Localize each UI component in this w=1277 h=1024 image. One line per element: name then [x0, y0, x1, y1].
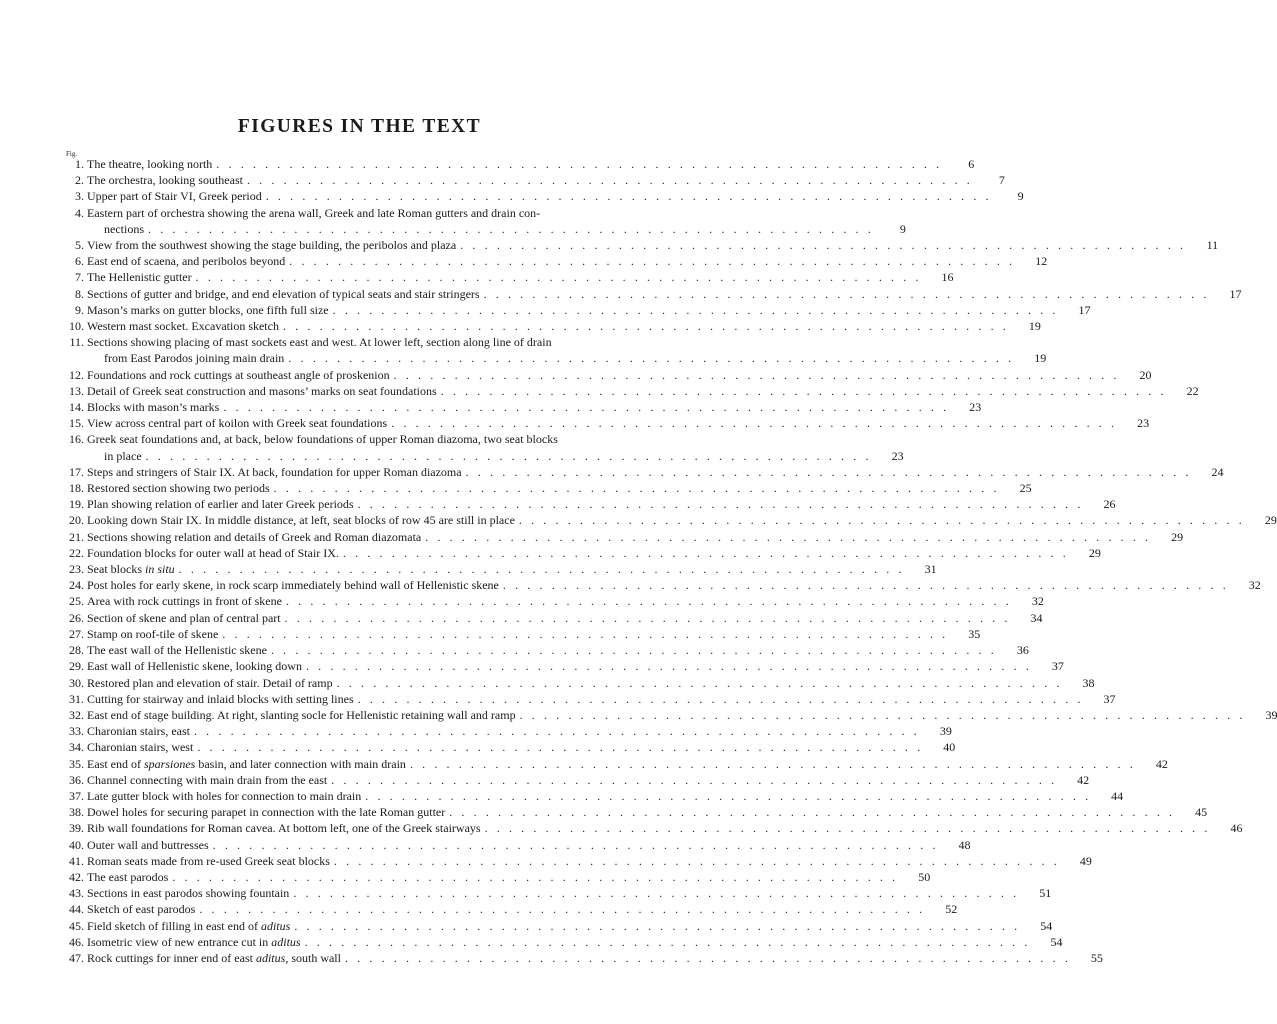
- leader-dots: . . . . . . . . . . . . . . . . . . . . . . . . . . . . . . . . . . . . . . . . . . . . . . . . . . . . . . . . . . . .: [148, 221, 874, 236]
- figure-entry: [60, 869, 931, 885]
- leader-dots: . . . . . . . . . . . . . . . . . . . . . . . . . . . . . . . . . . . . . . . . . . . . . . . . . . . . . . . . . . . .: [305, 659, 1032, 674]
- figure-number: 12.: [69, 367, 84, 382]
- figure-caption: Rib wall foundations for Roman cavea. At bottom left, one of the Greek stairways: [87, 821, 481, 836]
- leader-dots: . . . . . . . . . . . . . . . . . . . . . . . . . . . . . . . . . . . . . . . . . . . . . . . . . . . . . . . . . . . .: [393, 367, 1120, 382]
- page-number: 17: [1229, 286, 1242, 301]
- page-number: 50: [918, 869, 931, 884]
- figure-entry: [60, 464, 1224, 480]
- figure-number: 24.: [69, 578, 84, 593]
- page-number: 6: [968, 157, 975, 171]
- figure-number: 37.: [69, 788, 84, 803]
- figure-entry: [60, 820, 1243, 836]
- figure-number: 23.: [69, 562, 84, 577]
- figure-entry: [60, 901, 958, 917]
- page-number: 42: [1077, 772, 1090, 787]
- fig-column-label: Fig.: [66, 150, 78, 158]
- figure-number: 36.: [69, 772, 84, 787]
- leader-dots: . . . . . . . . . . . . . . . . . . . . . . . . . . . . . . . . . . . . . . . . . . . . . . . . . . . . . . . . . . . .: [246, 173, 973, 188]
- figure-caption: Western mast socket. Excavation sketch: [87, 319, 279, 334]
- figure-number: 34.: [69, 740, 84, 755]
- figure-entry: [60, 723, 952, 739]
- figure-entry: [60, 302, 1091, 318]
- figure-caption: Steps and stringers of Stair IX. At back, foundation for upper Roman diazoma: [87, 464, 462, 479]
- figure-caption: Late gutter block with holes for connection to main drain: [87, 788, 362, 803]
- leader-dots: . . . . . . . . . . . . . . . . . . . . . . . . . . . . . . . . . . . . . . . . . . . . . . . . . . . . . . . . . . . .: [518, 513, 1245, 528]
- leader-dots: . . . . . . . . . . . . . . . . . . . . . . . . . . . . . . . . . . . . . . . . . . . . . . . . . . . . . . . . . . . .: [304, 934, 1031, 949]
- figure-number: 47.: [69, 950, 84, 965]
- page-number: 29: [1264, 513, 1277, 528]
- figure-number: 9.: [75, 302, 84, 317]
- page-number: 7: [998, 173, 1005, 188]
- page-number: 37: [1051, 659, 1064, 674]
- figure-entry: [60, 853, 1092, 869]
- figure-caption: Eastern part of orchestra showing the arena wall, Greek and late Roman gutters and drain con-: [87, 205, 541, 220]
- figure-entry: [60, 415, 1150, 431]
- page-number: 49: [1079, 853, 1092, 868]
- figure-caption: Charonian stairs, east: [87, 724, 190, 739]
- figure-number: 39.: [69, 821, 84, 836]
- leader-dots: . . . . . . . . . . . . . . . . . . . . . . . . . . . . . . . . . . . . . . . . . . . . . . . . . . . . . . . . . . . .: [288, 351, 1015, 366]
- figure-caption: Looking down Stair IX. In middle distance, at left, seat blocks of row 45 are still in place: [87, 513, 515, 528]
- leader-dots: . . . . . . . . . . . . . . . . . . . . . . . . . . . . . . . . . . . . . . . . . . . . . . . . . . . . . . . . . . . .: [483, 286, 1210, 301]
- figure-caption: nections: [104, 221, 144, 236]
- figure-entry: [60, 772, 1090, 788]
- leader-dots: . . . . . . . . . . . . . . . . . . . . . . . . . . . . . . . . . . . . . . . . . . . . . . . . . . . . . . . . . . . .: [440, 383, 1167, 398]
- leader-dots: . . . . . . . . . . . . . . . . . . . . . . . . . . . . . . . . . . . . . . . . . . . . . . . . . . . . . . . . . . . .: [294, 918, 1021, 933]
- leader-dots: . . . . . . . . . . . . . . . . . . . . . . . . . . . . . . . . . . . . . . . . . . . . . . . . . . . . . . . . . . . .: [519, 707, 1246, 722]
- leader-dots: . . . . . . . . . . . . . . . . . . . . . . . . . . . . . . . . . . . . . . . . . . . . . . . . . . . . . . . . . . . .: [357, 691, 1084, 706]
- figure-caption: Roman seats made from re-used Greek seat blocks: [87, 853, 330, 868]
- leader-dots: . . . . . . . . . . . . . . . . . . . . . . . . . . . . . . . . . . . . . . . . . . . . . . . . . . . . . . . . . . . .: [145, 448, 872, 463]
- figure-entry: [60, 756, 1168, 772]
- figure-number: 29.: [69, 659, 84, 674]
- figure-number: 28.: [69, 643, 84, 658]
- figure-entry: [60, 918, 1053, 934]
- figure-number: 42.: [69, 869, 84, 884]
- leader-dots: . . . . . . . . . . . . . . . . . . . . . . . . . . . . . . . . . . . . . . . . . . . . . . . . . . . . . . . . . . . .: [178, 562, 905, 577]
- leader-dots: . . . . . . . . . . . . . . . . . . . . . . . . . . . . . . . . . . . . . . . . . . . . . . . . . . . . . . . . . . . .: [216, 157, 943, 171]
- figure-caption: Restored plan and elevation of stair. Detail of ramp: [87, 675, 333, 690]
- page-number: 17: [1078, 302, 1091, 317]
- figure-number: 7.: [75, 270, 84, 285]
- leader-dots: . . . . . . . . . . . . . . . . . . . . . . . . . . . . . . . . . . . . . . . . . . . . . . . . . . . . . . . . . . . .: [332, 302, 1059, 317]
- figure-caption: Dowel holes for securing parapet in connection with the late Roman gutter: [87, 805, 446, 820]
- page-number: 54: [1040, 918, 1053, 933]
- leader-dots: . . . . . . . . . . . . . . . . . . . . . . . . . . . . . . . . . . . . . . . . . . . . . . . . . . . . . . . . . . . .: [342, 545, 1069, 560]
- figure-entry: [60, 286, 1242, 302]
- figure-caption: Mason’s marks on gutter blocks, one fifth full size: [87, 302, 329, 317]
- figure-entry: [60, 529, 1184, 545]
- figure-caption: Area with rock cuttings in front of skene: [87, 594, 282, 609]
- page-number: 20: [1139, 367, 1152, 382]
- page-number: 37: [1103, 691, 1116, 706]
- figure-number: 16.: [69, 432, 84, 447]
- figure-number: 6.: [75, 254, 84, 269]
- figure-caption: Seat blocks in situ: [87, 562, 175, 577]
- figure-entry: [60, 496, 1116, 512]
- figure-entry: [60, 934, 1063, 950]
- page-number: 52: [945, 902, 958, 917]
- leader-dots: . . . . . . . . . . . . . . . . . . . . . . . . . . . . . . . . . . . . . . . . . . . . . . . . . . . . . . . . . . . .: [222, 626, 949, 641]
- figure-caption: Isometric view of new entrance cut in aditus: [87, 934, 301, 949]
- figure-number: 46.: [69, 934, 84, 949]
- figure-number: 2.: [75, 173, 84, 188]
- figure-entry: [60, 577, 1261, 593]
- figure-entry: [60, 205, 906, 237]
- leader-dots: . . . . . . . . . . . . . . . . . . . . . . . . . . . . . . . . . . . . . . . . . . . . . . . . . . . . . . . . . . . .: [331, 772, 1058, 787]
- page-number: 31: [924, 562, 937, 577]
- page-number: 39: [1265, 707, 1277, 722]
- figure-entry: [60, 172, 1005, 188]
- page-number: 35: [968, 626, 981, 641]
- figure-number: 33.: [69, 724, 84, 739]
- page-number: 45: [1195, 805, 1208, 820]
- figure-number: 11.: [69, 335, 84, 350]
- figure-caption: View across central part of koilon with Greek seat foundations: [87, 416, 388, 431]
- figure-entry: [60, 593, 1044, 609]
- page-number: 44: [1111, 788, 1124, 803]
- figure-caption: Section of skene and plan of central part: [87, 610, 281, 625]
- figure-number: 27.: [69, 626, 84, 641]
- figure-number: 25.: [69, 594, 84, 609]
- figure-caption: Foundations and rock cuttings at southeast angle of proskenion: [87, 367, 390, 382]
- page-number: 22: [1186, 383, 1199, 398]
- figure-entry: [60, 885, 1052, 901]
- figure-caption: Channel connecting with main drain from the east: [87, 772, 328, 787]
- leader-dots: . . . . . . . . . . . . . . . . . . . . . . . . . . . . . . . . . . . . . . . . . . . . . . . . . . . . . . . . . . . .: [391, 416, 1118, 431]
- figure-caption: The east parodos: [87, 869, 169, 884]
- figure-caption: Greek seat foundations and, at back, below foundations of upper Roman diazoma, two seat blocks: [87, 432, 558, 447]
- figure-entry: [60, 188, 1024, 204]
- leader-dots: . . . . . . . . . . . . . . . . . . . . . . . . . . . . . . . . . . . . . . . . . . . . . . . . . . . . . . . . . . . .: [293, 886, 1020, 901]
- figure-entry: [60, 626, 981, 642]
- figure-entry: [60, 804, 1208, 820]
- leader-dots: . . . . . . . . . . . . . . . . . . . . . . . . . . . . . . . . . . . . . . . . . . . . . . . . . . . . . . . . . . . .: [460, 238, 1187, 253]
- figure-number: 44.: [69, 902, 84, 917]
- page-number: 19: [1028, 319, 1041, 334]
- figure-number: 5.: [75, 238, 84, 253]
- figure-caption: from East Parodos joining main drain: [104, 351, 285, 366]
- figure-caption: Rock cuttings for inner end of east aditus, south wall: [87, 950, 341, 965]
- figure-entry: [60, 512, 1277, 528]
- figure-number: 40.: [69, 837, 84, 852]
- figure-caption: The Hellenistic gutter: [87, 270, 192, 285]
- page-number: 25: [1019, 481, 1032, 496]
- figure-entry: [60, 237, 1219, 253]
- page-number: 23: [1137, 416, 1150, 431]
- figure-entry: [60, 739, 956, 755]
- page-number: 48: [958, 837, 971, 852]
- figure-caption: Sections in east parodos showing fountain: [87, 886, 290, 901]
- figure-list: [60, 156, 1277, 966]
- figure-number: 10.: [69, 319, 84, 334]
- page-number: 42: [1155, 756, 1168, 771]
- page-number: 32: [1248, 578, 1261, 593]
- figure-caption: East wall of Hellenistic skene, looking down: [87, 659, 302, 674]
- figure-entry: [60, 480, 1032, 496]
- leader-dots: . . . . . . . . . . . . . . . . . . . . . . . . . . . . . . . . . . . . . . . . . . . . . . . . . . . . . . . . . . . .: [195, 270, 922, 285]
- figure-caption: in place: [104, 448, 142, 463]
- figure-caption: Sections of gutter and bridge, and end elevation of typical seats and stair stringers: [87, 286, 480, 301]
- figure-number: 15.: [69, 416, 84, 431]
- figure-number: 31.: [69, 691, 84, 706]
- figure-caption: Sections showing relation and details of Greek and Roman diazomata: [87, 529, 422, 544]
- page-number: 40: [943, 740, 956, 755]
- page-number: 32: [1031, 594, 1044, 609]
- figure-entry: [60, 642, 1029, 658]
- leader-dots: . . . . . . . . . . . . . . . . . . . . . . . . . . . . . . . . . . . . . . . . . . . . . . . . . . . . . . . . . . . .: [197, 740, 924, 755]
- leader-dots: . . . . . . . . . . . . . . . . . . . . . . . . . . . . . . . . . . . . . . . . . . . . . . . . . . . . . . . . . . . .: [357, 497, 1084, 512]
- leader-dots: . . . . . . . . . . . . . . . . . . . . . . . . . . . . . . . . . . . . . . . . . . . . . . . . . . . . . . . . . . . .: [193, 724, 920, 739]
- figure-entry: [60, 561, 937, 577]
- page-number: 11: [1206, 238, 1219, 253]
- figure-number: 14.: [69, 400, 84, 415]
- figure-caption: Detail of Greek seat construction and masons’ marks on seat foundations: [87, 383, 437, 398]
- figure-number: 3.: [75, 189, 84, 204]
- leader-dots: . . . . . . . . . . . . . . . . . . . . . . . . . . . . . . . . . . . . . . . . . . . . . . . . . . . . . . . . . . . .: [172, 869, 899, 884]
- leader-dots: . . . . . . . . . . . . . . . . . . . . . . . . . . . . . . . . . . . . . . . . . . . . . . . . . . . . . . . . . . . .: [502, 578, 1229, 593]
- page-number: 9: [1017, 189, 1024, 204]
- figure-entry: [60, 318, 1041, 334]
- page-number: 39: [939, 724, 952, 739]
- figure-number: 4.: [75, 205, 84, 220]
- figure-caption: Field sketch of filling in east end of aditus: [87, 918, 291, 933]
- figure-number: 35.: [69, 756, 84, 771]
- figure-caption: Post holes for early skene, in rock scarp immediately behind wall of Hellenistic skene: [87, 578, 499, 593]
- figure-caption: Charonian stairs, west: [87, 740, 194, 755]
- figure-entry: [60, 950, 1103, 966]
- figure-number: 41.: [69, 853, 84, 868]
- leader-dots: . . . . . . . . . . . . . . . . . . . . . . . . . . . . . . . . . . . . . . . . . . . . . . . . . . . . . . . . . . . .: [273, 481, 1000, 496]
- figure-caption: The theatre, looking north: [87, 157, 213, 171]
- figure-entry: [60, 707, 1277, 723]
- figure-number: 8.: [75, 286, 84, 301]
- page-number: 46: [1230, 821, 1243, 836]
- figure-caption: Stamp on roof-tile of skene: [87, 626, 219, 641]
- page-number: 12: [1035, 254, 1048, 269]
- page-number: 23: [969, 400, 982, 415]
- figure-caption: Foundation blocks for outer wall at head of Stair IX.: [87, 545, 339, 560]
- page-number: 55: [1090, 950, 1103, 965]
- leader-dots: . . . . . . . . . . . . . . . . . . . . . . . . . . . . . . . . . . . . . . . . . . . . . . . . . . . . . . . . . . . .: [409, 756, 1136, 771]
- page-number: 38: [1082, 675, 1095, 690]
- figure-number: 43.: [69, 886, 84, 901]
- figure-number: 30.: [69, 675, 84, 690]
- figure-caption: The east wall of the Hellenistic skene: [87, 643, 267, 658]
- figure-number: 17.: [69, 464, 84, 479]
- figure-caption: Sections showing placing of mast sockets east and west. At lower left, section along line of drain: [87, 335, 552, 350]
- figure-caption: Outer wall and buttresses: [87, 837, 209, 852]
- figure-entry: [60, 675, 1095, 691]
- figure-caption: East end of stage building. At right, slanting socle for Hellenistic retaining wall and ramp: [87, 707, 516, 722]
- page-title: FIGURES IN THE TEXT: [237, 116, 482, 137]
- figure-entry: [60, 334, 1047, 366]
- leader-dots: . . . . . . . . . . . . . . . . . . . . . . . . . . . . . . . . . . . . . . . . . . . . . . . . . . . . . . . . . . . .: [289, 254, 1016, 269]
- leader-dots: . . . . . . . . . . . . . . . . . . . . . . . . . . . . . . . . . . . . . . . . . . . . . . . . . . . . . . . . . . . .: [270, 643, 997, 658]
- figure-entry: [60, 253, 1048, 269]
- figure-number: 32.: [69, 707, 84, 722]
- figure-caption: Upper part of Stair VI, Greek period: [87, 189, 262, 204]
- leader-dots: . . . . . . . . . . . . . . . . . . . . . . . . . . . . . . . . . . . . . . . . . . . . . . . . . . . . . . . . . . . .: [333, 853, 1060, 868]
- figure-caption: East end of sparsiones basin, and later connection with main drain: [87, 756, 406, 771]
- page-number: 36: [1016, 643, 1029, 658]
- page-number: 24: [1211, 464, 1224, 479]
- figure-caption: The orchestra, looking southeast: [87, 173, 243, 188]
- leader-dots: . . . . . . . . . . . . . . . . . . . . . . . . . . . . . . . . . . . . . . . . . . . . . . . . . . . . . . . . . . . .: [284, 610, 1011, 625]
- figure-entry: [60, 837, 971, 853]
- figure-entry: [60, 383, 1199, 399]
- figure-entry: [60, 545, 1101, 561]
- page-number: 23: [891, 448, 904, 463]
- page-number: 51: [1039, 886, 1052, 901]
- figure-entry: [60, 367, 1152, 383]
- leader-dots: . . . . . . . . . . . . . . . . . . . . . . . . . . . . . . . . . . . . . . . . . . . . . . . . . . . . . . . . . . . .: [282, 319, 1009, 334]
- figure-number: 38.: [69, 805, 84, 820]
- figure-entry: [60, 399, 982, 415]
- page-number: 19: [1034, 351, 1047, 366]
- leader-dots: . . . . . . . . . . . . . . . . . . . . . . . . . . . . . . . . . . . . . . . . . . . . . . . . . . . . . . . . . . . .: [365, 788, 1092, 803]
- leader-dots: . . . . . . . . . . . . . . . . . . . . . . . . . . . . . . . . . . . . . . . . . . . . . . . . . . . . . . . . . . . .: [484, 821, 1211, 836]
- figure-caption: Blocks with mason’s marks: [87, 400, 220, 415]
- figure-caption: Plan showing relation of earlier and later Greek periods: [87, 497, 354, 512]
- leader-dots: . . . . . . . . . . . . . . . . . . . . . . . . . . . . . . . . . . . . . . . . . . . . . . . . . . . . . . . . . . . .: [336, 675, 1063, 690]
- figure-entry: [60, 658, 1064, 674]
- figure-number: 26.: [69, 610, 84, 625]
- figure-number: 21.: [69, 529, 84, 544]
- leader-dots: . . . . . . . . . . . . . . . . . . . . . . . . . . . . . . . . . . . . . . . . . . . . . . . . . . . . . . . . . . . .: [425, 529, 1152, 544]
- figure-number: 22.: [69, 545, 84, 560]
- leader-dots: . . . . . . . . . . . . . . . . . . . . . . . . . . . . . . . . . . . . . . . . . . . . . . . . . . . . . . . . . . . .: [285, 594, 1012, 609]
- leader-dots: . . . . . . . . . . . . . . . . . . . . . . . . . . . . . . . . . . . . . . . . . . . . . . . . . . . . . . . . . . . .: [265, 189, 992, 204]
- leader-dots: . . . . . . . . . . . . . . . . . . . . . . . . . . . . . . . . . . . . . . . . . . . . . . . . . . . . . . . . . . . .: [449, 805, 1176, 820]
- figure-entry: [60, 691, 1116, 707]
- page-number: 16: [941, 270, 954, 285]
- figure-number: 45.: [69, 918, 84, 933]
- page-number: 29: [1171, 529, 1184, 544]
- figure-entry: [60, 431, 904, 463]
- figure-number: 18.: [69, 481, 84, 496]
- figure-caption: Cutting for stairway and inlaid blocks with setting lines: [87, 691, 354, 706]
- figure-entry: [60, 610, 1043, 626]
- page-number: 29: [1088, 545, 1101, 560]
- leader-dots: . . . . . . . . . . . . . . . . . . . . . . . . . . . . . . . . . . . . . . . . . . . . . . . . . . . . . . . . . . . .: [212, 837, 939, 852]
- figure-entry: [60, 269, 954, 285]
- page-number: 9: [899, 221, 906, 236]
- figure-entry: [60, 156, 975, 172]
- leader-dots: . . . . . . . . . . . . . . . . . . . . . . . . . . . . . . . . . . . . . . . . . . . . . . . . . . . . . . . . . . . .: [344, 950, 1071, 965]
- figure-number: 13.: [69, 383, 84, 398]
- page-number: 26: [1103, 497, 1116, 512]
- figure-caption: Restored section showing two periods: [87, 481, 270, 496]
- figure-caption: Sketch of east parodos: [87, 902, 196, 917]
- figure-caption: View from the southwest showing the stage building, the peribolos and plaza: [87, 238, 457, 253]
- leader-dots: . . . . . . . . . . . . . . . . . . . . . . . . . . . . . . . . . . . . . . . . . . . . . . . . . . . . . . . . . . . .: [465, 464, 1192, 479]
- figure-caption: East end of scaena, and peribolos beyond: [87, 254, 286, 269]
- figure-number: 1.: [75, 157, 84, 171]
- page-number: 54: [1050, 934, 1063, 949]
- leader-dots: . . . . . . . . . . . . . . . . . . . . . . . . . . . . . . . . . . . . . . . . . . . . . . . . . . . . . . . . . . . .: [223, 400, 950, 415]
- leader-dots: . . . . . . . . . . . . . . . . . . . . . . . . . . . . . . . . . . . . . . . . . . . . . . . . . . . . . . . . . . . .: [199, 902, 926, 917]
- figure-entry: [60, 788, 1124, 804]
- figure-number: 19.: [69, 497, 84, 512]
- figure-number: 20.: [69, 513, 84, 528]
- page-number: 34: [1030, 610, 1043, 625]
